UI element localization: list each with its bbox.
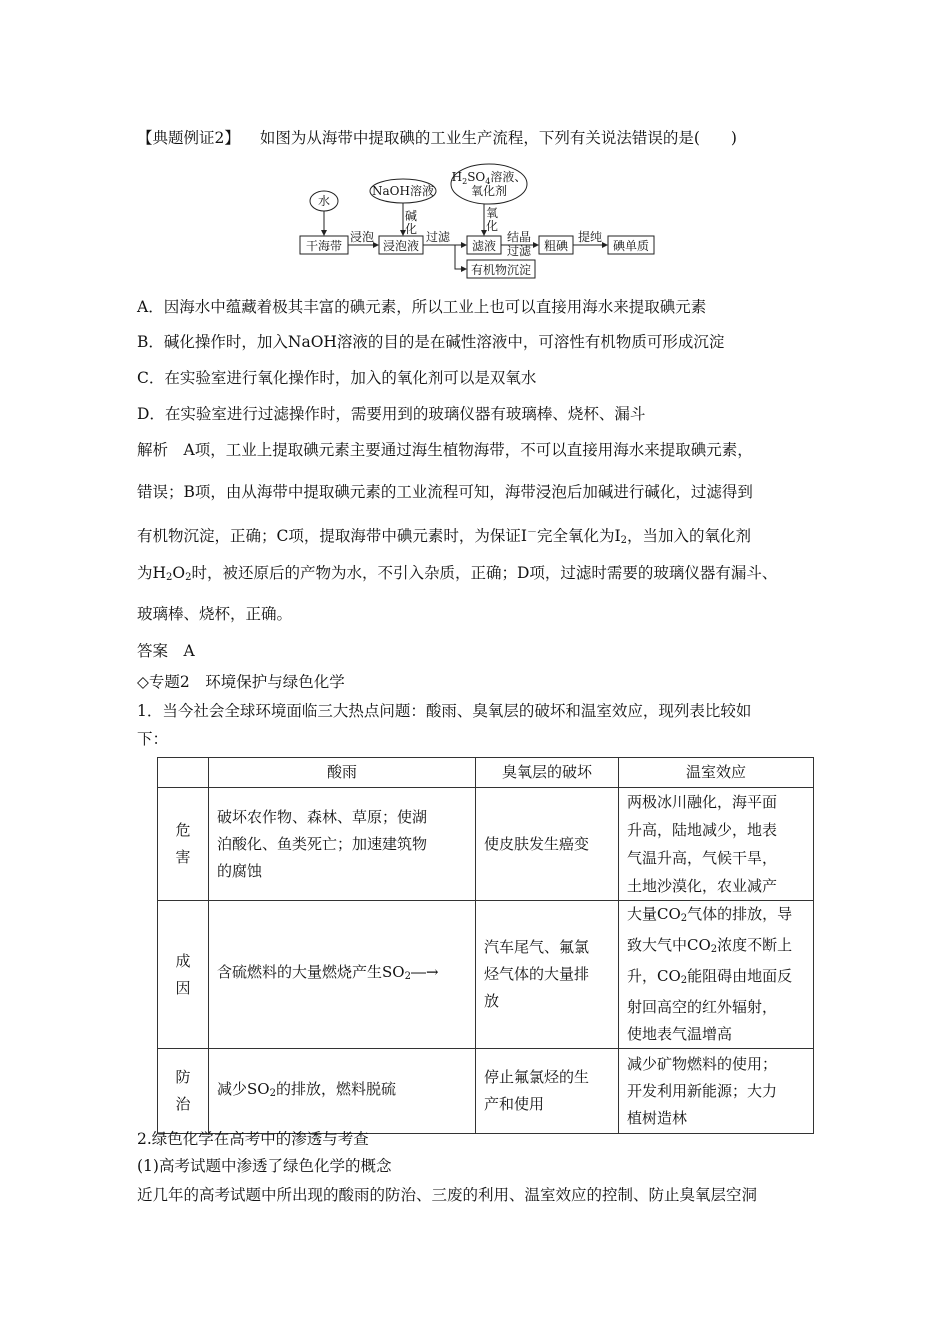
organic-label: 有机物沉淀 bbox=[470, 263, 532, 277]
item-1-line-2: 下： bbox=[137, 730, 169, 748]
row-label-harm: 危 害 bbox=[158, 788, 209, 901]
row-label-cause: 成 因 bbox=[158, 901, 209, 1049]
comparison-table bbox=[157, 757, 814, 1134]
crude-label: 粗碘 bbox=[543, 239, 569, 253]
option-d: D．在实验室进行过滤操作时，需要用到的玻璃仪器有玻璃棒、烧杯、漏斗 bbox=[137, 405, 646, 423]
naoh-label: NaOH溶液 bbox=[372, 184, 434, 198]
row-label-prevent: 防 治 bbox=[158, 1049, 209, 1134]
filtrate-label: 滤液 bbox=[471, 239, 497, 253]
h2so4-label: $H_2SO_4$溶液、 bbox=[451, 170, 527, 186]
table-row bbox=[158, 788, 814, 901]
step-soaking: 浸泡 bbox=[349, 230, 375, 244]
oxidant-label: 氧化剂 bbox=[470, 184, 508, 198]
cell-ozone-prevent: 停止氟氯烃的生 产和使用 bbox=[476, 1049, 619, 1134]
table-row bbox=[158, 901, 814, 1049]
header-greenhouse: 温室效应 bbox=[619, 758, 814, 788]
header-ozone: 臭氧层的破坏 bbox=[476, 758, 619, 788]
analysis-line-5: 玻璃棒、烧杯，正确。 bbox=[137, 605, 293, 623]
last-line: 近几年的高考试题中所出现的酸雨的防治、三废的利用、温室效应的控制、防止臭氧层空洞 bbox=[137, 1186, 758, 1204]
step-filter-2: 过滤 bbox=[506, 244, 532, 258]
analysis-line-4: 为$H_2O_2$时，被还原后的产物为水，不引入杂质，正确；D项，过滤时需要的玻璃仪器有漏斗、 bbox=[137, 564, 778, 583]
step-oxidize-1: 氧 bbox=[485, 206, 499, 220]
example-tag: 【典题例证2】 bbox=[137, 129, 240, 147]
example-text: 如图为从海带中提取碘的工业生产流程，下列有关说法错误的是( ) bbox=[259, 129, 737, 147]
step-alkalize-2: 化 bbox=[404, 222, 418, 236]
analysis-line-3: 有机物沉淀，正确；C项，提取海带中碘元素时，为保证I－完全氧化为$I_2$，当加入的氧化剂 bbox=[137, 527, 751, 546]
cell-acid-prevent: 减少$SO_2$的排放，燃料脱硫 bbox=[209, 1049, 476, 1134]
table-row bbox=[158, 1049, 814, 1134]
water-label: 水 bbox=[317, 194, 331, 208]
analysis-line-1: 解析 A项，工业上提取碘元素主要通过海生植物海带，不可以直接用海水来提取碘元素， bbox=[137, 441, 753, 459]
example-question bbox=[137, 127, 737, 149]
product-label: 碘单质 bbox=[612, 239, 650, 253]
step-filtering: 过滤 bbox=[425, 230, 451, 244]
item-1-line-1: 1．当今社会全球环境面临三大热点问题：酸雨、臭氧层的破坏和温室效应，现列表比较如 bbox=[137, 702, 752, 720]
step-oxidize-2: 化 bbox=[485, 219, 499, 233]
cell-greenhouse-prevent: 减少矿物燃料的使用； 开发利用新能源；大力 植树造林 bbox=[619, 1049, 814, 1134]
topic-heading: ◇专题2 环境保护与绿色化学 bbox=[137, 673, 345, 691]
option-c: C．在实验室进行氧化操作时，加入的氧化剂可以是双氧水 bbox=[137, 369, 537, 387]
header-acid-rain: 酸雨 bbox=[209, 758, 476, 788]
cell-greenhouse-harm: 两极冰川融化，海平面 升高，陆地减少，地表 气温升高，气候干旱， 土地沙漠化，农业减产 bbox=[619, 788, 814, 901]
analysis-line-2: 错误；B项，由从海带中提取碘元素的工业流程可知，海带浸泡后加碱进行碱化，过滤得到 bbox=[137, 483, 753, 501]
seaweed-label: 干海带 bbox=[305, 239, 343, 253]
iodine-flow-diagram bbox=[290, 162, 670, 282]
step-purify: 提纯 bbox=[577, 230, 603, 244]
step-crystallize: 结晶 bbox=[506, 230, 532, 244]
item-2: 2.绿色化学在高考中的渗透与考查 bbox=[137, 1130, 369, 1148]
cell-ozone-harm: 使皮肤发生癌变 bbox=[476, 788, 619, 901]
cell-acid-cause: 含硫燃料的大量燃烧产生$SO_2―\to$ bbox=[209, 901, 476, 1049]
cell-ozone-cause: 汽车尾气、氟氯 烃气体的大量排 放 bbox=[476, 901, 619, 1049]
item-2-1: (1)高考试题中渗透了绿色化学的概念 bbox=[137, 1157, 392, 1175]
option-b: B．碱化操作时，加入NaOH溶液的目的是在碱性溶液中，可溶性有机物质可形成沉淀 bbox=[137, 333, 725, 351]
answer: 答案 A bbox=[137, 642, 195, 660]
soak-label: 浸泡液 bbox=[382, 239, 420, 253]
table-header-row bbox=[158, 758, 814, 788]
cell-greenhouse-cause: 大量$CO_2$气体的排放，导 致大气中$CO_2$浓度不断上 升，$CO_2$能阻碍由地面反 射回高空的红外辐射， 使地表气温增高 bbox=[619, 901, 814, 1049]
option-a: A．因海水中蕴藏着极其丰富的碘元素，所以工业上也可以直接用海水来提取碘元素 bbox=[137, 298, 707, 316]
cell-acid-harm: 破坏农作物、森林、草原；使湖 泊酸化、鱼类死亡；加速建筑物 的腐蚀 bbox=[209, 788, 476, 901]
step-alkalize-1: 碱 bbox=[404, 209, 418, 223]
